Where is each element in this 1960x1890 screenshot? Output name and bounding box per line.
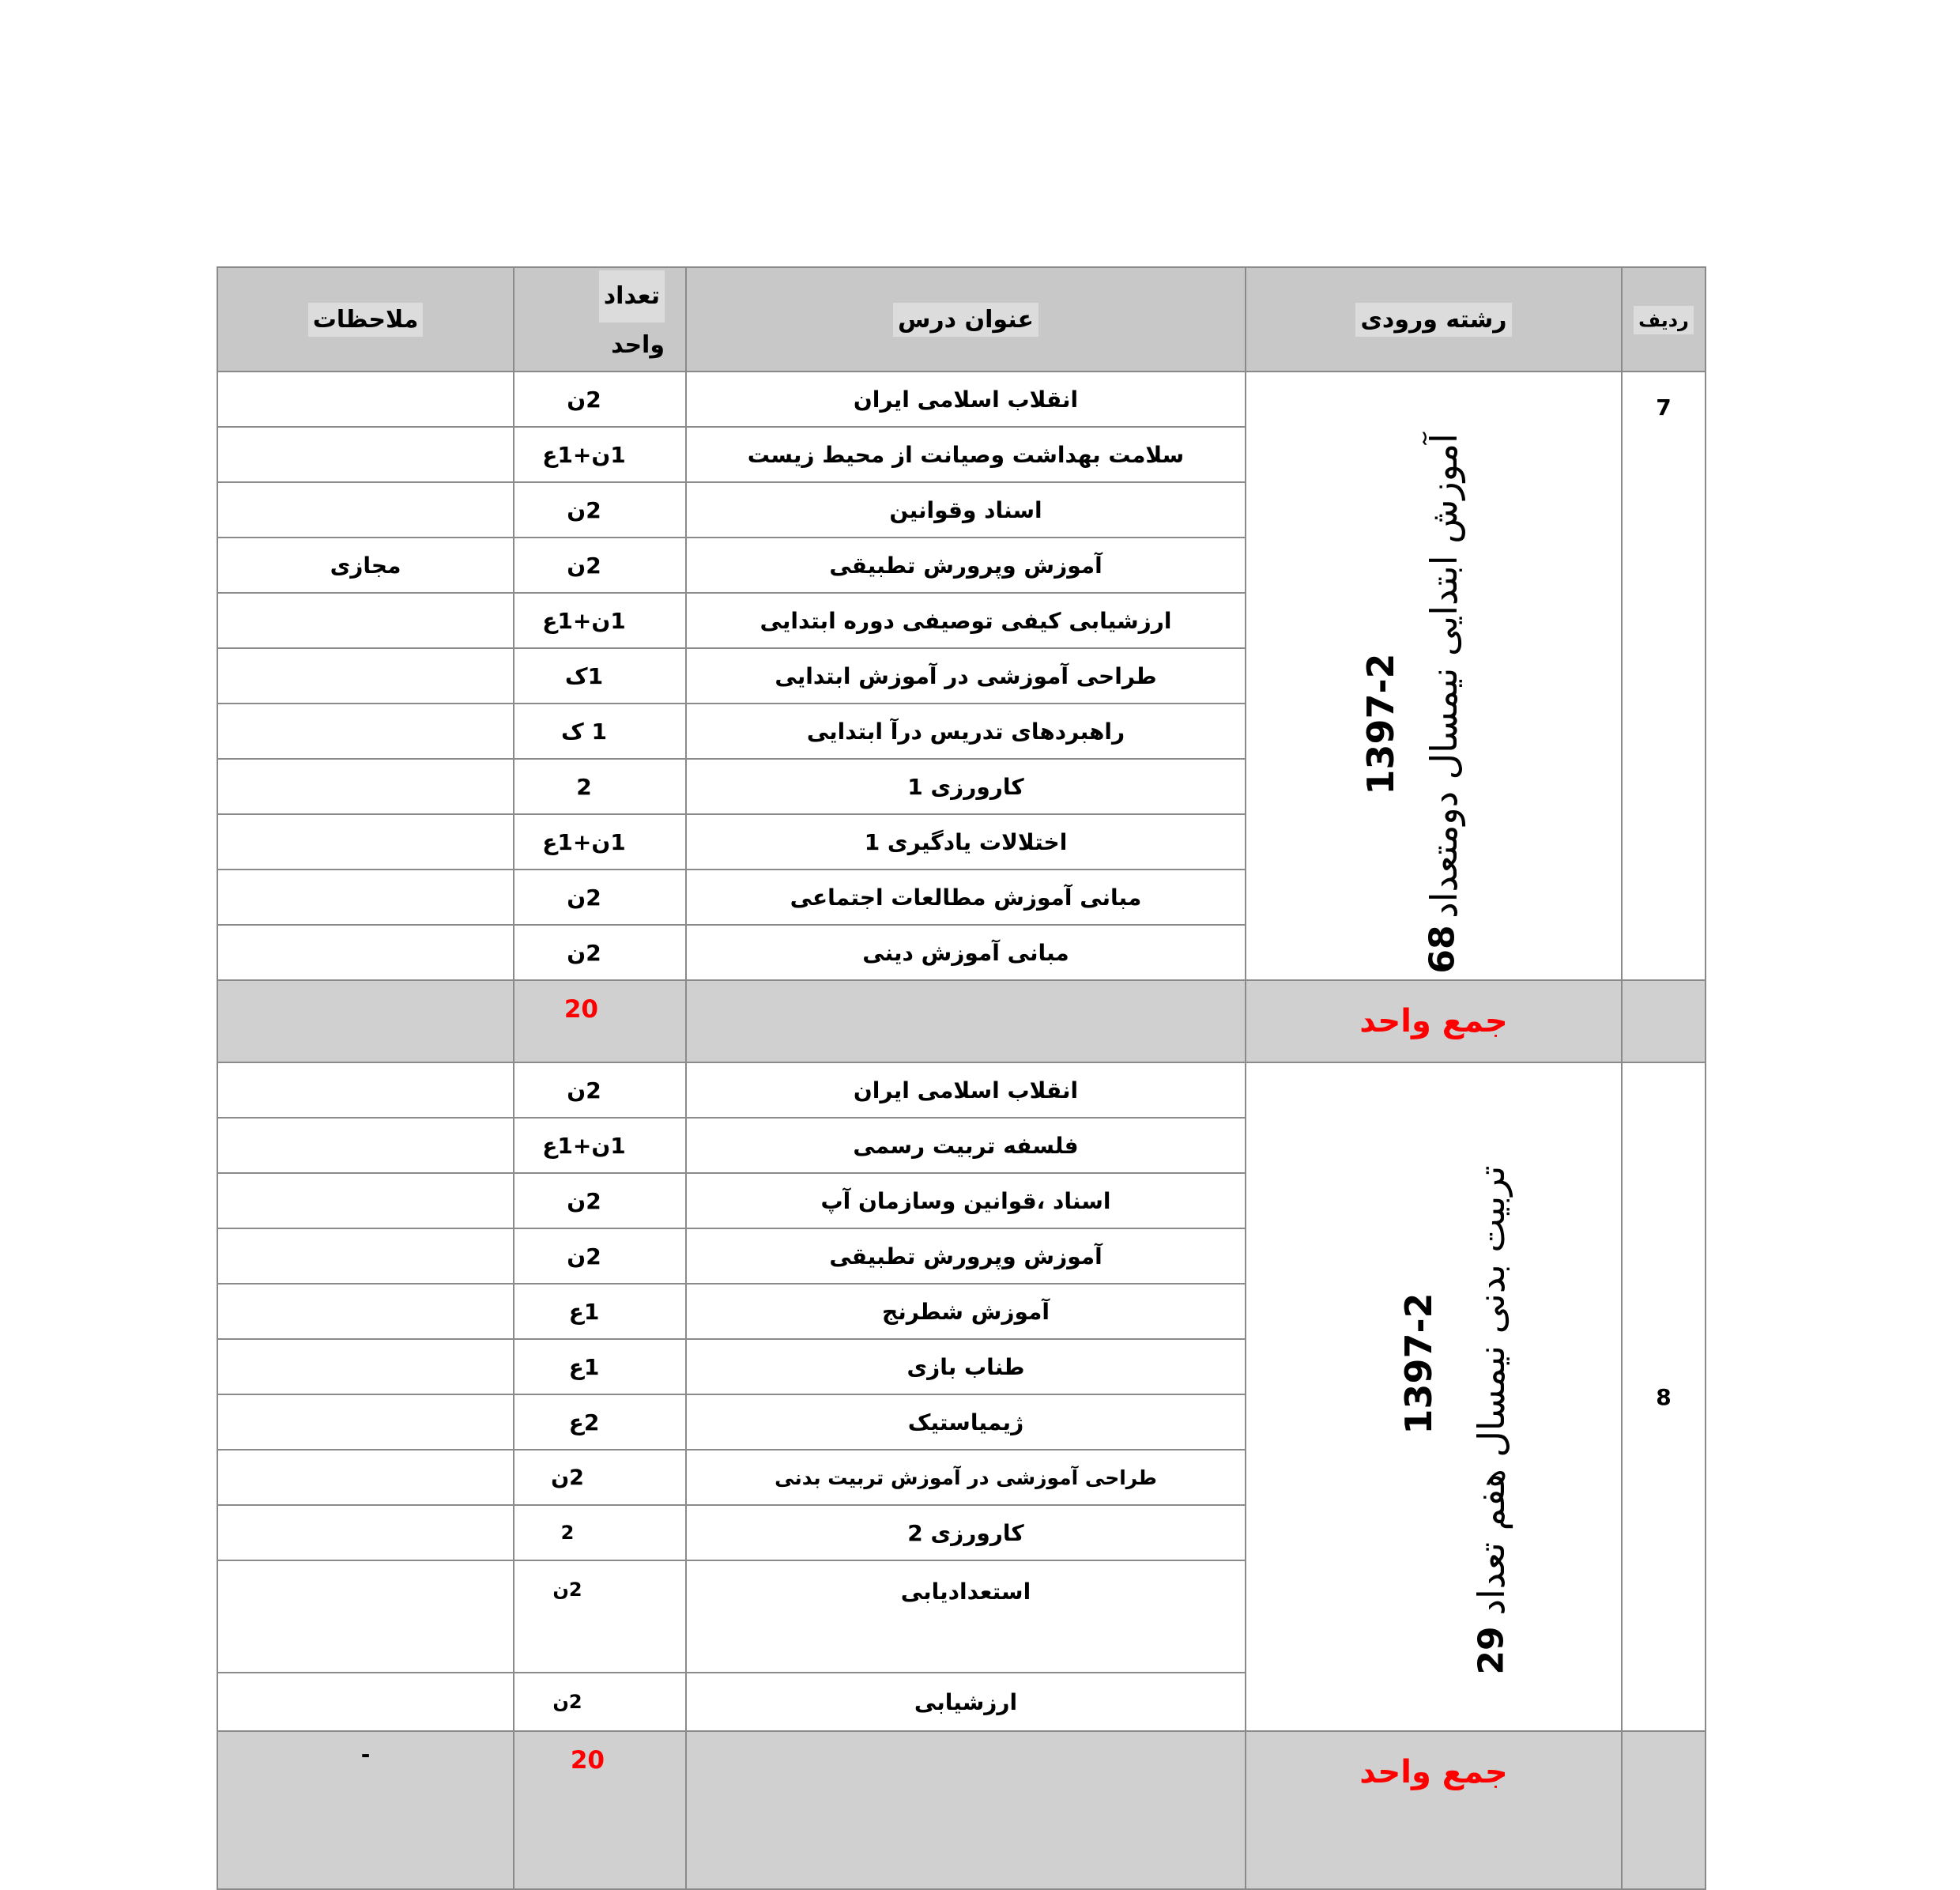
sum-empty-cell [686, 980, 1246, 1062]
course-units: 2ن [514, 1450, 686, 1505]
term-label: 1397-2 [1397, 1292, 1440, 1435]
course-units: 1ن+1ع [514, 593, 686, 648]
field-label [1470, 1165, 1513, 1615]
course-units: 1ع [514, 1284, 686, 1339]
header-notes: ملاحظات [217, 267, 514, 372]
course-title: آموزش وپرورش تطبیقی [686, 1228, 1246, 1284]
course-notes [217, 1450, 514, 1505]
course-notes [217, 648, 514, 704]
course-title: آموزش وپرورش تطبیقی [686, 538, 1246, 593]
course-title: کارورزی 1 [686, 759, 1246, 814]
header-course-title: عنوان درس [686, 267, 1246, 372]
course-units: 1ک [514, 648, 686, 704]
course-notes [217, 925, 514, 980]
header-units-line2: واحد [611, 331, 665, 359]
header-units [514, 267, 686, 372]
course-units: 2ع [514, 1394, 686, 1450]
course-title: سلامت بهداشت وصیانت از محیط زیست [686, 427, 1246, 482]
course-notes [217, 1118, 514, 1173]
course-title: راهبردهای تدریس درآ ابتدایی [686, 704, 1246, 759]
course-title: طراحی آموزشی در آموزش ابتدایی [686, 648, 1246, 704]
course-notes [217, 1339, 514, 1394]
field-cell [1246, 372, 1622, 980]
row-number: 8 [1622, 1062, 1706, 1731]
course-units: 2ن [514, 1560, 686, 1673]
field-label [1423, 433, 1465, 919]
course-title: آموزش شطرنج [686, 1284, 1246, 1339]
header-row-number: ردیف [1622, 267, 1706, 372]
course-units: 1ن+1ع [514, 427, 686, 482]
sum-label: جمع واحد [1246, 980, 1622, 1062]
course-notes [217, 1673, 514, 1731]
header-units-line1: تعداد [599, 270, 665, 323]
sum-empty-cell [1622, 1731, 1706, 1889]
field-text: آموزش ابتدایی نیمسال دومتعداد [1423, 433, 1465, 919]
sum-row [217, 980, 1706, 1062]
course-title: انقلاب اسلامی ایران [686, 1062, 1246, 1118]
course-notes: مجازی [217, 538, 514, 593]
course-notes [217, 759, 514, 814]
sum-empty-cell [686, 1731, 1246, 1889]
field-cell [1246, 1062, 1622, 1731]
field-count: 29 [1471, 1626, 1512, 1675]
course-units: 2ن [514, 372, 686, 427]
course-notes [217, 482, 514, 538]
course-notes [217, 372, 514, 427]
course-title: فلسفه تربیت رسمی [686, 1118, 1246, 1173]
table-header-row [217, 267, 1706, 372]
course-units: 2ن [514, 870, 686, 925]
course-notes [217, 1062, 514, 1118]
course-notes [217, 1228, 514, 1284]
course-title: اختلالات یادگیری 1 [686, 814, 1246, 870]
course-notes [217, 870, 514, 925]
course-title: ارزشیابی [686, 1673, 1246, 1731]
course-title: اسناد ،قوانین وسازمان آپ [686, 1173, 1246, 1228]
field-text: تربیت بدنی نیمسال هفم تعداد [1470, 1165, 1513, 1616]
course-notes [217, 814, 514, 870]
course-notes [217, 1560, 514, 1673]
course-title: انقلاب اسلامی ایران [686, 372, 1246, 427]
course-units: 1 ک [514, 704, 686, 759]
course-title: ارزشیابی کیفی توصیفی دوره ابتدایی [686, 593, 1246, 648]
course-title: استعدادیابی [686, 1560, 1246, 1673]
course-notes [217, 1284, 514, 1339]
course-notes [217, 427, 514, 482]
course-title: مبانی آموزش دینی [686, 925, 1246, 980]
course-units: 2 [514, 1505, 686, 1560]
course-title: کارورزی 2 [686, 1505, 1246, 1560]
sum-label: جمع واحد [1246, 1731, 1622, 1889]
course-notes [217, 704, 514, 759]
course-title: اسناد وقوانین [686, 482, 1246, 538]
table-row [217, 1062, 1706, 1118]
course-units: 2ن [514, 925, 686, 980]
course-title: طناب بازی [686, 1339, 1246, 1394]
course-title: طراحی آموزشی در آموزش تربیت بدنی [686, 1450, 1246, 1505]
term-label: 1397-2 [1359, 653, 1402, 796]
course-notes [217, 1394, 514, 1450]
course-units: 2 [514, 759, 686, 814]
course-units: 2ن [514, 1673, 686, 1731]
field-count: 68 [1422, 924, 1463, 974]
course-units: 2ن [514, 482, 686, 538]
row-number: 7 [1622, 372, 1706, 980]
sum-notes [217, 980, 514, 1062]
sum-row [217, 1731, 1706, 1889]
course-title: ژیمیاستیک [686, 1394, 1246, 1450]
sum-value: 20 [514, 980, 686, 1062]
course-units: 2ن [514, 1062, 686, 1118]
course-units: 2ن [514, 1228, 686, 1284]
course-units: 1ع [514, 1339, 686, 1394]
course-notes [217, 593, 514, 648]
course-title: مبانی آموزش مطالعات اجتماعی [686, 870, 1246, 925]
sum-notes: - [217, 1731, 514, 1889]
course-notes [217, 1505, 514, 1560]
header-field: رشته ورودی [1246, 267, 1622, 372]
course-units: 1ن+1ع [514, 814, 686, 870]
course-units: 2ن [514, 1173, 686, 1228]
course-units: 2ن [514, 538, 686, 593]
course-units: 1ن+1ع [514, 1118, 686, 1173]
table-row [217, 372, 1706, 427]
course-schedule-table [217, 266, 1706, 1890]
sum-value: 20 [514, 1731, 686, 1889]
sum-empty-cell [1622, 980, 1706, 1062]
course-notes [217, 1173, 514, 1228]
